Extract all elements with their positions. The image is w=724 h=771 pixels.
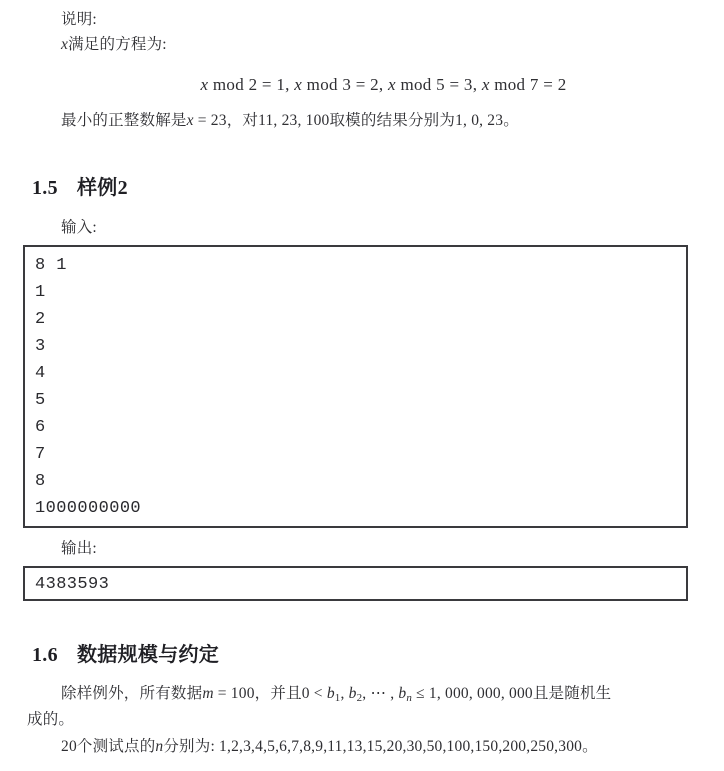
code-line: 8 1 — [35, 256, 67, 275]
code-line: 6 — [35, 418, 46, 437]
display-equation: x mod 2 = 1, x mod 3 = 2, x mod 5 = 3, x mod 7 = 2 — [200, 75, 567, 94]
constraints-paragraph-line3: 20个测试点的n分别为: 1,2,3,4,5,6,7,8,9,11,13,15,20,30,50,100,150,200,250,300。 — [61, 738, 598, 755]
constraints-paragraph-line2: 成的。 — [27, 711, 75, 728]
code-line: 7 — [35, 445, 46, 464]
code-line: 2 — [35, 310, 46, 329]
code-line: 4383593 — [35, 575, 110, 594]
code-line: 4 — [35, 364, 46, 383]
section-heading-constraints — [32, 643, 219, 667]
code-line: 1000000000 — [35, 499, 142, 518]
code-line: 5 — [35, 391, 46, 410]
input-label: 输入: — [61, 219, 97, 236]
code-line: 1 — [35, 283, 46, 302]
sample-output-box — [23, 566, 688, 601]
code-line: 8 — [35, 472, 46, 491]
equation-intro-line: x满足的方程为: — [61, 36, 167, 53]
output-label: 输出: — [61, 540, 97, 557]
note-label: 说明: — [61, 11, 97, 28]
section-title: 样例2 — [77, 177, 128, 199]
solution-line: 最小的正整数解是x = 23，对11, 23, 100取模的结果分别为1, 0, 23。 — [61, 112, 519, 129]
section-heading-sample2 — [32, 176, 128, 200]
section-number: 1.5 — [32, 177, 58, 199]
section-title: 数据规模与约定 — [77, 644, 220, 666]
sample-input-box — [23, 245, 688, 528]
code-line: 3 — [35, 337, 46, 356]
section-number: 1.6 — [32, 644, 58, 666]
constraints-paragraph-line1: 除样例外，所有数据m = 100，并且0 < b1, b2, ⋯ , bn ≤ 1, 000, 000, 000且是随机生 — [61, 685, 612, 704]
